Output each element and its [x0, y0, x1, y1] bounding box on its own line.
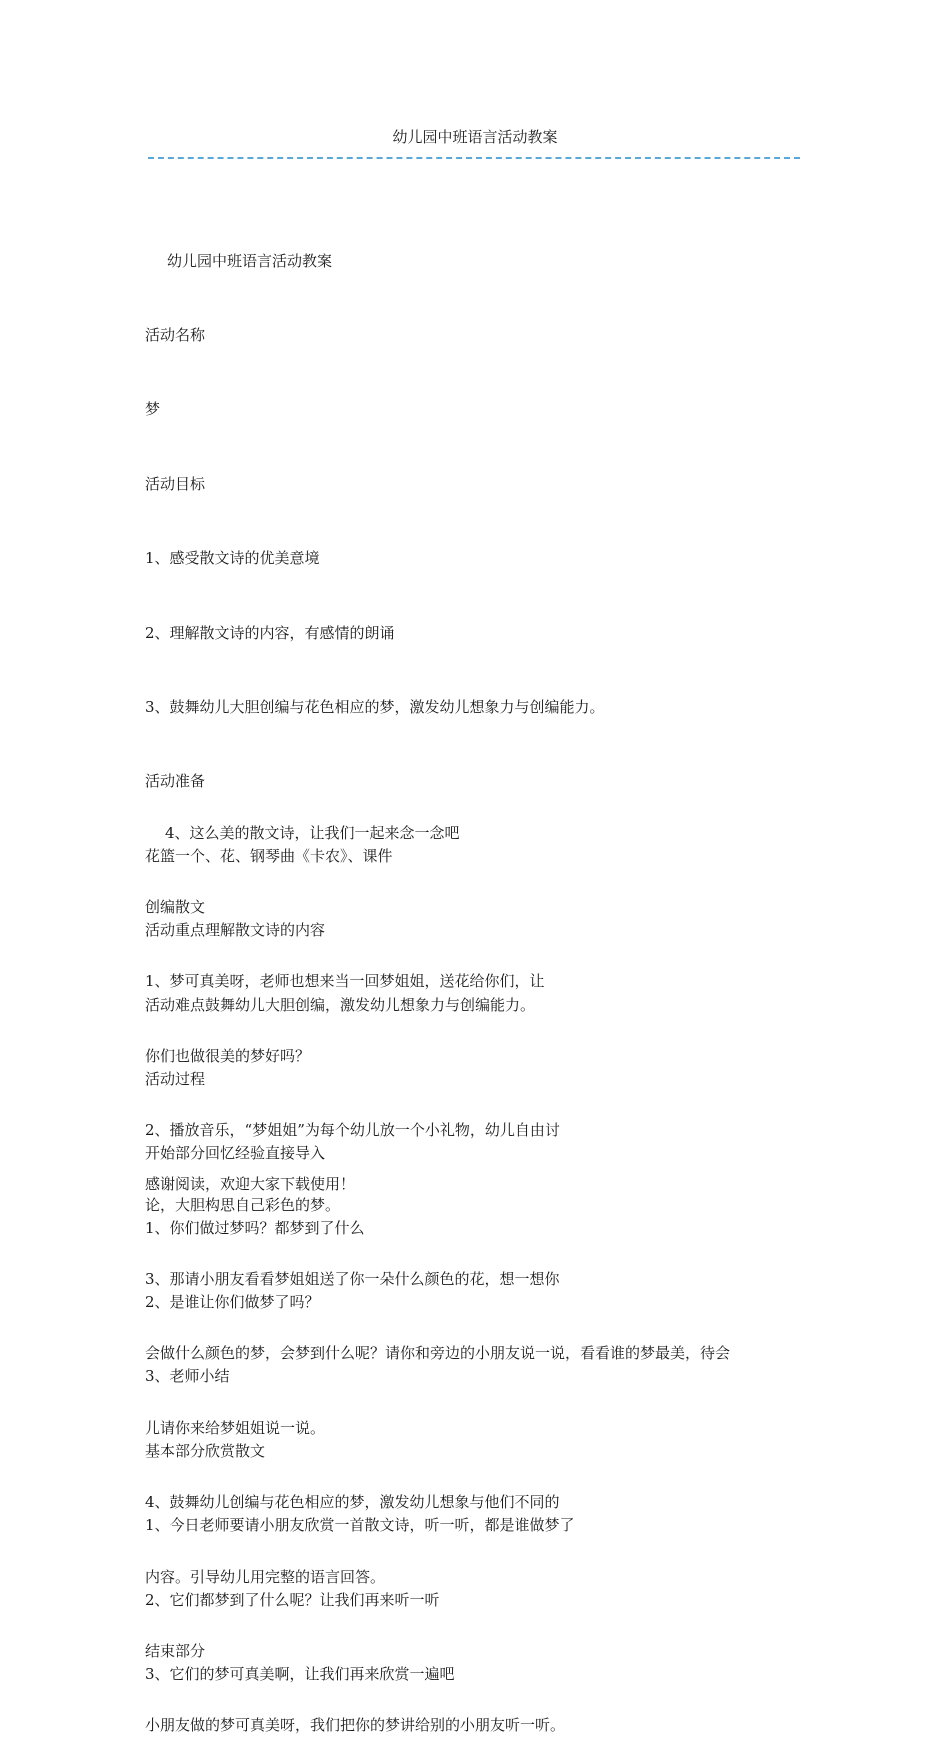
text-line: 小朋友做的梦可真美呀，我们把你的梦讲给别的小朋友听一听。: [145, 1716, 566, 1735]
text-line: 3、老师小结: [145, 1367, 230, 1386]
text-line: 论，大胆构思自己彩色的梦。: [145, 1195, 341, 1214]
text-line: 活动名称: [145, 325, 206, 344]
text-line: 1、感受散文诗的优美意境: [145, 549, 320, 568]
text-line: 2、理解散文诗的内容，有感情的朗诵: [145, 623, 395, 642]
text-line: 1、你们做过梦吗？都梦到了什么: [145, 1218, 365, 1237]
text-line: 活动目标: [145, 474, 206, 493]
text-line: 基本部分欣赏散文: [145, 1441, 266, 1460]
text-line: 梦: [145, 400, 161, 419]
doc-heading: 幼儿园中班语言活动教案: [167, 251, 333, 270]
text-line: 2、播放音乐，“梦姐姐”为每个幼儿放一个小礼物，幼儿自由讨: [145, 1121, 560, 1140]
text-line: 会做什么颜色的梦，会梦到什么呢？请你和旁边的小朋友说一说，看看谁的梦最美，待会: [145, 1344, 731, 1363]
text-line: 4、这么美的散文诗，让我们一起来念一念吧: [165, 823, 460, 842]
text-line: 3、它们的梦可真美啊，让我们再来欣赏一遍吧: [145, 1665, 455, 1684]
text-line: 1、梦可真美呀，老师也想来当一回梦姐姐，送花给你们，让: [145, 972, 545, 991]
footer-thanks: 感谢阅读，欢迎大家下载使用！: [145, 1175, 356, 1193]
text-line: 3、鼓舞幼儿大胆创编与花色相应的梦，激发幼儿想象力与创编能力。: [145, 697, 605, 716]
text-line: 2、是谁让你们做梦了吗？: [145, 1293, 320, 1312]
text-line: 活动过程: [145, 1069, 206, 1088]
text-line: 结束部分: [145, 1641, 206, 1660]
text-line: 开始部分回忆经验直接导入: [145, 1144, 326, 1163]
text-line: 2、它们都梦到了什么呢？让我们再来听一听: [145, 1590, 440, 1609]
dashed-divider: [148, 157, 800, 159]
text-line: 3、那请小朋友看看梦姐姐送了你一朵什么颜色的花，想一想你: [145, 1269, 560, 1288]
text-line: 内容。引导幼儿用完整的语言回答。: [145, 1567, 386, 1586]
section-two: [145, 771, 810, 1763]
text-line: 活动重点理解散文诗的内容: [145, 921, 326, 940]
text-line: 1、今日老师要请小朋友欣赏一首散文诗，听一听，都是谁做梦了: [145, 1516, 575, 1535]
text-line: 花篮一个、花、钢琴曲《卡农》、课件: [145, 846, 393, 865]
text-line: 活动难点鼓舞幼儿大胆创编，激发幼儿想象力与创编能力。: [145, 995, 536, 1014]
text-line: 4、鼓舞幼儿创编与花色相应的梦，激发幼儿想象与他们不同的: [145, 1493, 560, 1512]
page-title: 幼儿园中班语言活动教案: [392, 128, 558, 146]
text-line: 儿请你来给梦姐姐说一说。: [145, 1418, 326, 1437]
text-line: 创编散文: [145, 897, 206, 916]
text-line: 活动准备: [145, 772, 206, 791]
text-line: 你们也做很美的梦好吗？: [145, 1046, 311, 1065]
